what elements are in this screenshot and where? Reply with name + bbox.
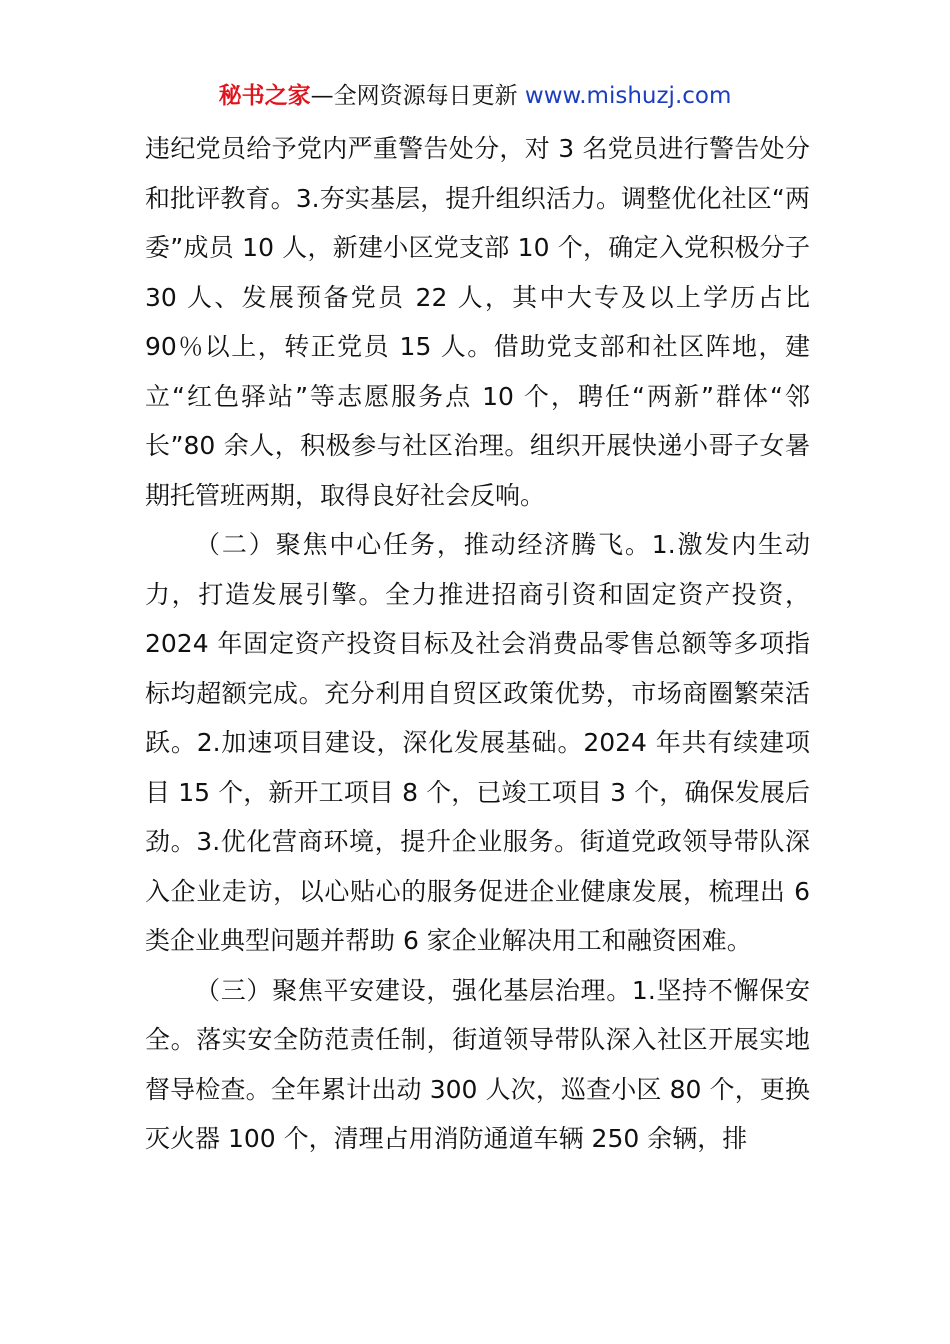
- paragraph: （三）聚焦平安建设，强化基层治理。1.坚持不懈保安全。落实安全防范责任制，街道领导带队深入社区开展实地督导检查。全年累计出动 300 人次，巡查小区 80 个，更换灭火器 100 个，清理占用消防通道车辆 250 余辆，排: [145, 975, 810, 1153]
- site-url-link[interactable]: www.mishuzj.com: [524, 83, 732, 109]
- header-tagline: —全网资源每日更新: [310, 83, 525, 109]
- brand-name: 秘书之家: [218, 83, 311, 109]
- paragraph: 违纪党员给予党内严重警告处分，对 3 名党员进行警告处分和批评教育。3.夯实基层，提升组织活力。调整优化社区“两委”成员 10 人，新建小区党支部 10 个，确定入党积极分子 30 人、发展预备党员 22 人，其中大专及以上学历占比 90％以上，转正党员 15 人。借助党支部和社区阵地，建立“红色驿站”等志愿服务点 10 个，聘任“两新”群体“邻长”80 余人，积极参与社区治理。组织开展快递小哥子女暑期托管班两期，取得良好社会反响。: [145, 134, 810, 510]
- paragraph: （二）聚焦中心任务，推动经济腾飞。1.激发内生动力，打造发展引擎。全力推进招商引资和固定资产投资，2024 年固定资产投资目标及社会消费品零售总额等多项指标均超额完成。充分利用自贸区政策优势，市场商圈繁荣活跃。2.加速项目建设，深化发展基础。2024 年共有续建项目 15 个，新开工项目 8 个，已竣工项目 3 个，确保发展后劲。3.优化营商环境，提升企业服务。街道党政领导带队深入企业走访，以心贴心的服务促进企业健康发展，梳理出 6 类企业典型问题并帮助 6 家企业解决用工和融资困难。: [145, 530, 810, 955]
- site-header: [0, 80, 950, 112]
- document-body: [145, 124, 810, 1164]
